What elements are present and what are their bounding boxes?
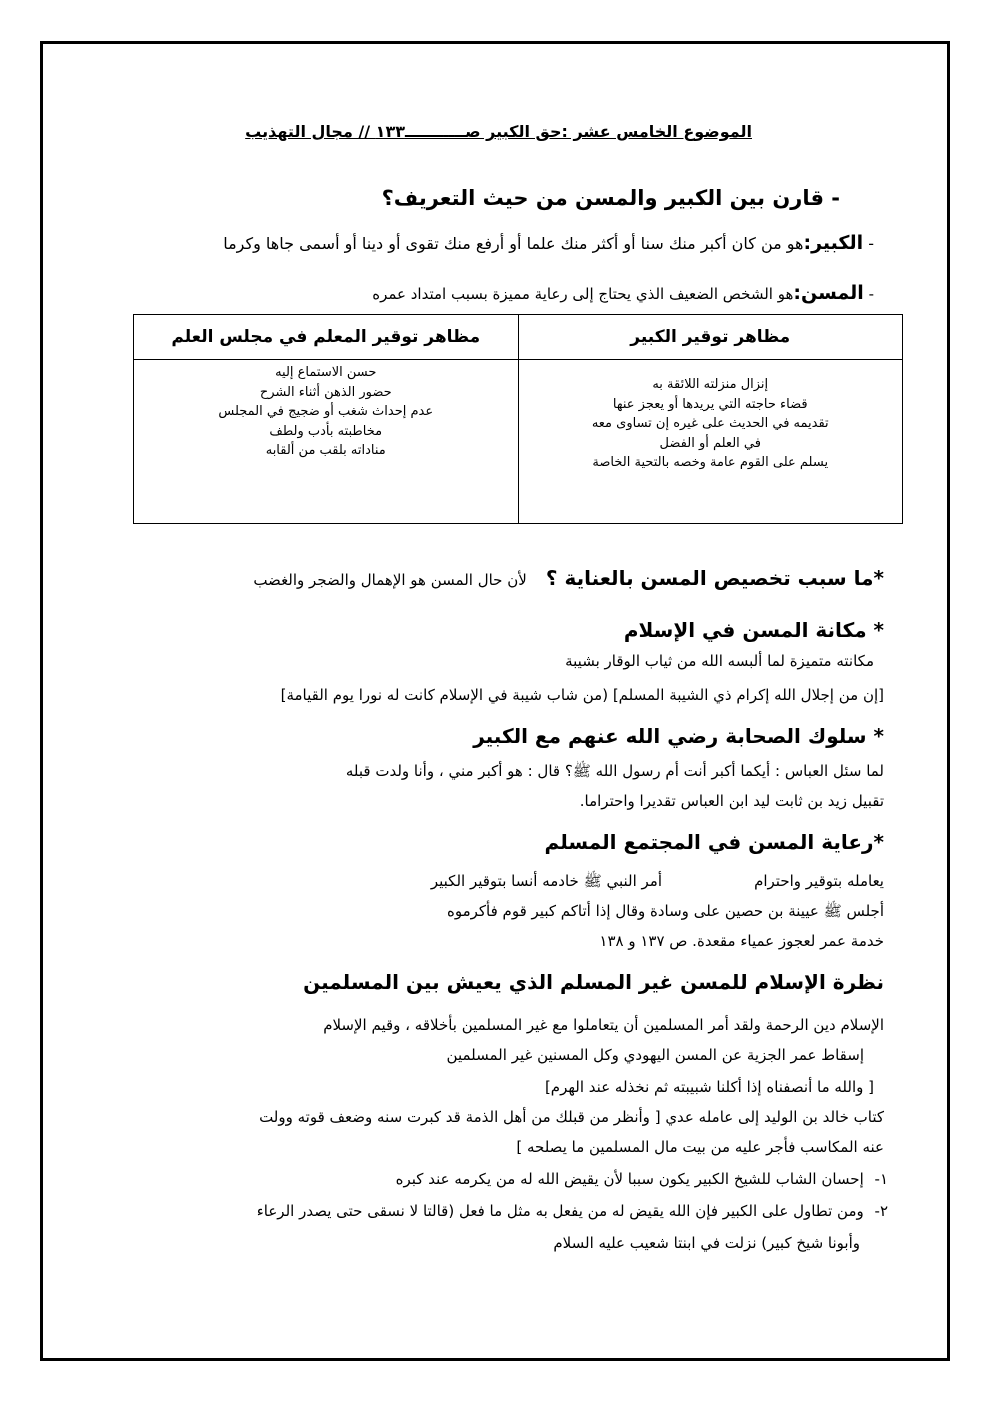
list-item: حسن الاستماع إليه: [275, 365, 377, 380]
definition-dash: -: [868, 285, 874, 303]
list-item: عدم إحداث شغب أو ضجيج في المجلس: [218, 404, 434, 419]
term-kabir: الكبير:: [803, 232, 864, 254]
reason-row: [253, 566, 884, 590]
care-line-1a: يعامله بتوقير واحترام: [754, 872, 884, 890]
status-heading: * مكانة المسن في الإسلام: [623, 618, 884, 642]
numbered-item-1: [396, 1170, 888, 1188]
compare-question: - قارن بين الكبير والمسن من حيث التعريف؟: [381, 186, 840, 210]
definition-dash: -: [868, 234, 874, 253]
page-title: الموضوع الخامس عشر :حق الكبير صـــــــــــ١٣٣ // مجال التهذيب: [245, 122, 752, 141]
nonmuslim-line-5: عنه المكاسب فأجر عليه من بيت مال المسلمين ما يصلحه ]: [516, 1138, 884, 1156]
definition-musin-text: هو الشخص الضعيف الذي يحتاج إلى رعاية مميزة بسبب امتداد عمره: [372, 285, 794, 303]
list-item: إنزال منزلته اللائقة به: [652, 377, 769, 392]
definition-kabir: [223, 232, 874, 254]
definition-musin: [372, 282, 874, 304]
status-line-1: مكانته متميزة لما ألبسه الله من ثياب الوقار بشيبة: [565, 652, 874, 670]
list-item: يسلم على القوم عامة وخصه بالتحية الخاصة: [592, 455, 829, 470]
nonmuslim-line-1: الإسلام دين الرحمة ولقد أمر المسلمين أن يتعاملوا مع غير المسلمين بأخلاقه ، وقيم الإسلام: [323, 1016, 884, 1034]
nonmuslim-heading: نظرة الإسلام للمسن غير المسلم الذي يعيش بين المسلمين: [303, 970, 884, 994]
numbered-item-2-continued: وأبونا شيخ كبير) نزلت في ابنتا شعيب عليه السلام: [553, 1234, 860, 1252]
cell-kabir-items: [518, 360, 903, 524]
list-item: تقديمه في الحديث على غيره إن تساوى معه: [591, 416, 829, 431]
header-teacher-respect: مظاهر توقير المعلم في مجلس العلم: [134, 315, 519, 360]
care-line-2: أجلس ﷺ عيينة بن حصين على وسادة وقال إذا أتاكم كبير قوم فأكرموه: [446, 902, 884, 920]
numbered-item-2: [257, 1202, 888, 1220]
item-text: ومن تطاول على الكبير فإن الله يقيض له من يفعل به مثل ما فعل (قالتا لا نسقى حتى يصدر الرعاء: [256, 1202, 864, 1220]
list-item: مناداته بلقب من ألقابه: [265, 443, 386, 458]
cell-teacher-items: [134, 360, 519, 524]
item-text: إحسان الشاب للشيخ الكبير يكون سببا لأن يقيض الله له من يكرمه عند كبره: [395, 1170, 864, 1188]
companions-line-1: لما سئل العباس : أيكما أكبر أنت أم رسول الله ﷺ؟ قال : هو أكبر مني ، وأنا ولدت قبله: [345, 762, 884, 780]
reason-question: *ما سبب تخصيص المسن بالعناية ؟: [545, 566, 884, 590]
list-item: قضاء حاجته التي يريدها أو يعجز عنها: [612, 396, 808, 412]
nonmuslim-line-3: [ والله ما أنصفناه إذا أكلنا شبيبته ثم نخذله عند الهرم]: [544, 1078, 874, 1096]
companions-heading: * سلوك الصحابة رضي الله عنهم مع الكبير: [473, 724, 884, 748]
nonmuslim-line-2: إسقاط عمر الجزية عن المسن اليهودي وكل المسنين غير المسلمين: [446, 1046, 864, 1064]
header-kabir-respect: مظاهر توقير الكبير: [518, 315, 903, 360]
list-item: مخاطبته بأدب ولطف: [269, 423, 383, 439]
reason-answer: لأن حال المسن هو الإهمال والضجر والغضب: [253, 571, 527, 589]
list-item: حضور الذهن أثناء الشرح: [259, 384, 392, 400]
status-line-2: [إن من إجلال الله إكرام ذي الشيبة المسلم] (من شاب شيبة في الإسلام كانت له نورا يوم القيامة]: [280, 686, 884, 704]
care-heading: *رعاية المسن في المجتمع المسلم: [544, 830, 884, 854]
term-musin: المسن:: [793, 282, 864, 304]
companions-line-2: تقبيل زيد بن ثابت ليد ابن العباس تقديرا واحتراما.: [579, 792, 884, 810]
care-line-3: خدمة عمر لعجوز عمياء مقعدة. ص ١٣٧ و ١٣٨: [599, 932, 884, 950]
nonmuslim-line-4: كتاب خالد بن الوليد إلى عامله عدي [ وأنظر من قبلك من أهل الذمة قد كبرت سنه وضعف قوته وولت: [259, 1108, 884, 1126]
comparison-table: [133, 314, 903, 524]
list-item: في العلم أو الفضل: [659, 435, 761, 451]
item-number: ١-: [874, 1170, 888, 1188]
item-number: ٢-: [874, 1202, 888, 1220]
care-line-1b: أمر النبي ﷺ خادمه أنسا بتوقير الكبير: [430, 872, 662, 890]
definition-kabir-text: هو من كان أكبر منك سنا أو أكثر منك علما أو أرفع منك تقوى أو دينا أو أسمى جاها وكرما: [223, 234, 804, 253]
